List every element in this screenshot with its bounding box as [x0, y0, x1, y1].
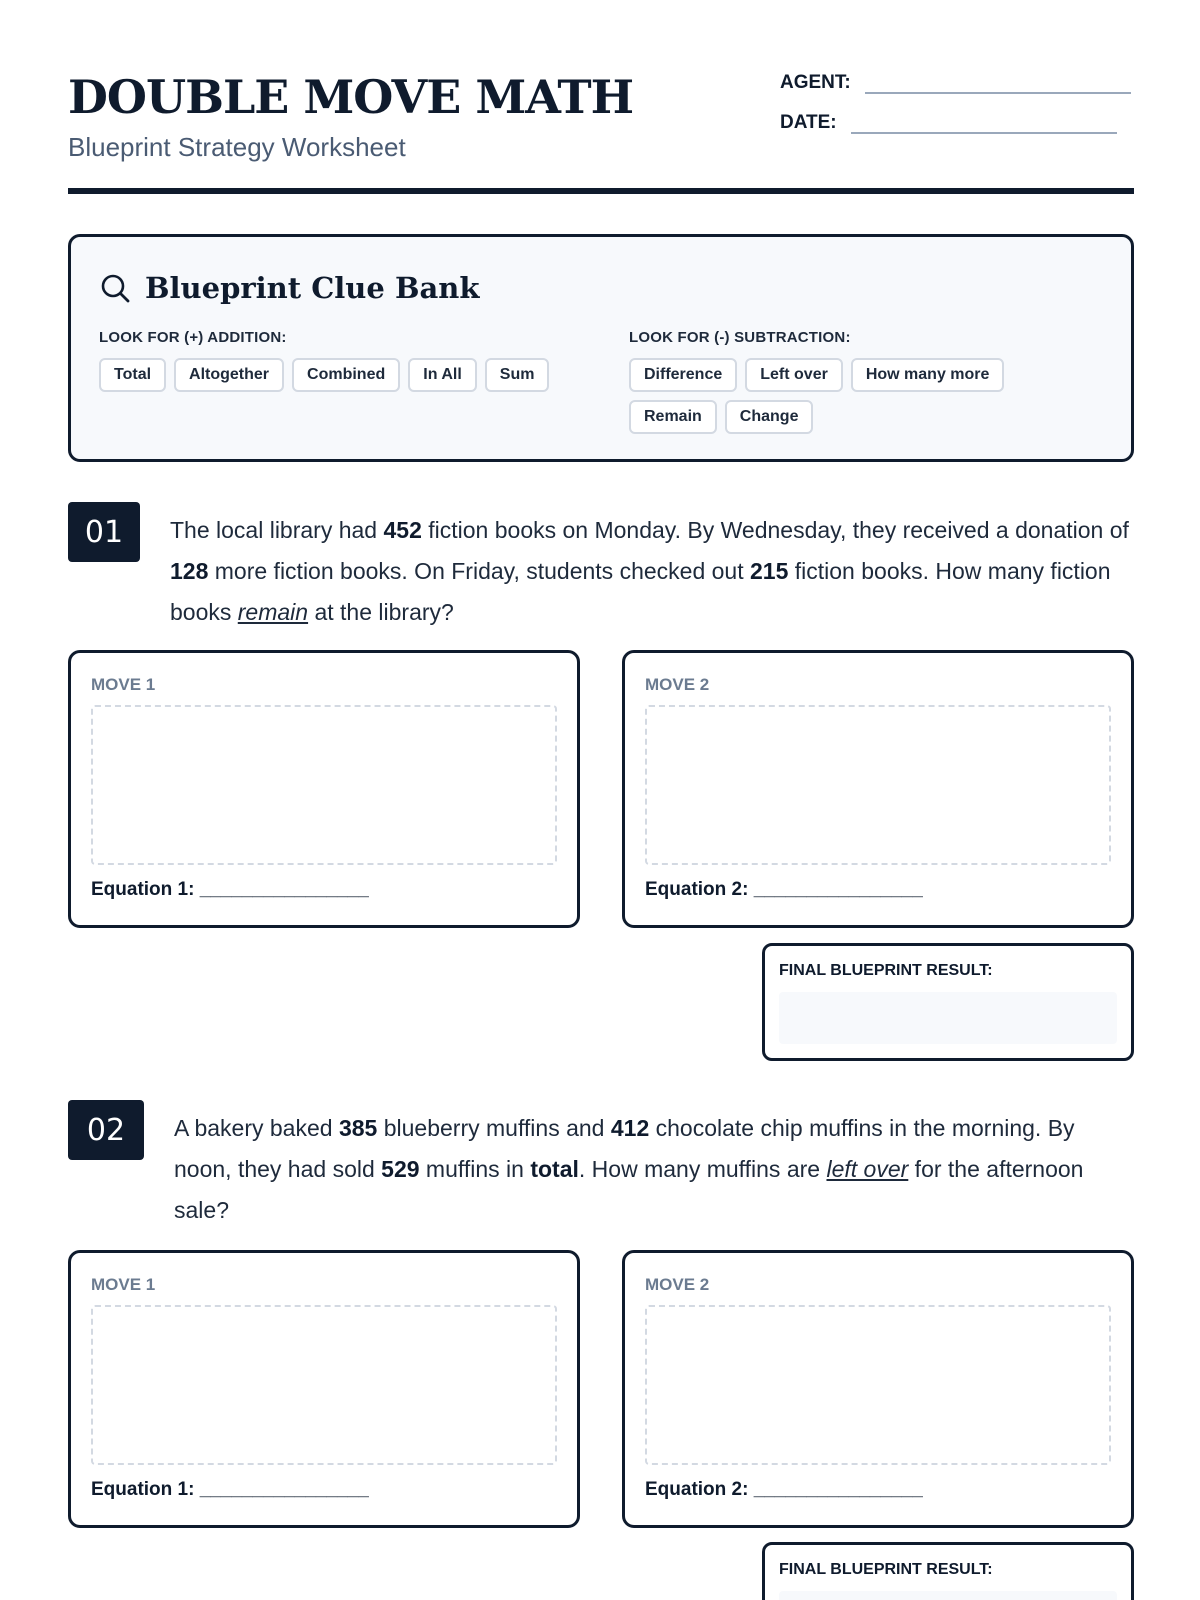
final-result-box	[762, 943, 1134, 1061]
addition-keyword-chip: Total	[99, 358, 166, 392]
subtraction-keyword-chip: Change	[725, 400, 814, 434]
subtraction-keyword-chip: How many more	[851, 358, 1005, 392]
move-label: MOVE 1	[91, 675, 156, 694]
subtraction-keyword-chip: Difference	[629, 358, 737, 392]
worksheet-header	[68, 66, 1134, 194]
text-segment: A bakery baked	[174, 1115, 339, 1141]
addition-keyword-chip: Sum	[485, 358, 550, 392]
work-area[interactable]	[645, 705, 1111, 865]
key-number: 128	[170, 558, 209, 584]
text-segment: blueberry muffins and	[377, 1115, 611, 1141]
text-segment: chocolate chip muffins in the morning. By noon, they had sold	[174, 1115, 1075, 1182]
move-1-box	[68, 650, 580, 928]
final-result-box	[762, 1542, 1134, 1600]
page-subtitle: Blueprint Strategy Worksheet	[68, 132, 406, 162]
move-label: MOVE 2	[645, 675, 710, 694]
equation-2-line[interactable]: Equation 2: ________________	[645, 879, 923, 900]
text-segment: fiction books on Monday. By Wednesday, they received a donation of	[421, 517, 1129, 543]
text-segment: for the afternoon sale?	[174, 1156, 1084, 1223]
subtraction-keyword-chip: Left over	[745, 358, 843, 392]
subtraction-chips	[629, 358, 1049, 434]
problem-text	[174, 1108, 1134, 1231]
addition-chips	[99, 358, 599, 392]
addition-keyword-chip: In All	[408, 358, 477, 392]
date-line[interactable]	[851, 112, 1117, 134]
key-number: total	[530, 1156, 579, 1182]
clue-bank	[68, 234, 1134, 462]
move-1-box	[68, 1250, 580, 1528]
key-number: 412	[610, 1115, 650, 1141]
text-segment: . How many muffins are	[578, 1156, 827, 1182]
move-label: MOVE 1	[91, 1275, 156, 1294]
date-label: DATE:	[780, 112, 837, 133]
subtraction-column	[629, 329, 1049, 434]
final-result-input[interactable]	[779, 1591, 1117, 1600]
subtraction-label: LOOK FOR (-) SUBTRACTION:	[629, 329, 851, 346]
key-number: 529	[381, 1156, 420, 1182]
addition-column	[99, 329, 599, 392]
addition-keyword-chip: Altogether	[174, 358, 284, 392]
move-2-box	[622, 650, 1134, 928]
key-number: 385	[338, 1115, 378, 1141]
clue-word: left over	[826, 1156, 909, 1182]
subtraction-keyword-chip: Remain	[629, 400, 717, 434]
date-field[interactable]	[780, 112, 1117, 134]
problem-number-badge: 02	[68, 1100, 144, 1160]
final-result-label: FINAL BLUEPRINT RESULT:	[779, 1561, 993, 1578]
text-segment: The local library had	[170, 517, 384, 543]
problem-number-badge: 01	[68, 502, 140, 562]
clue-bank-heading: Blueprint Clue Bank	[145, 271, 480, 305]
text-segment: muffins in	[419, 1156, 531, 1182]
agent-field[interactable]	[780, 72, 1131, 94]
work-area[interactable]	[91, 705, 557, 865]
move-2-box	[622, 1250, 1134, 1528]
agent-line[interactable]	[865, 72, 1131, 94]
problem-text	[170, 510, 1134, 633]
text-segment: fiction books. How many fiction books	[170, 558, 1111, 625]
work-area[interactable]	[645, 1305, 1111, 1465]
addition-label: LOOK FOR (+) ADDITION:	[99, 329, 287, 346]
equation-1-line[interactable]: Equation 1: ________________	[91, 1479, 369, 1500]
addition-keyword-chip: Combined	[292, 358, 400, 392]
key-number: 452	[383, 517, 422, 543]
text-segment: at the library?	[308, 599, 454, 625]
search-icon	[99, 272, 131, 304]
key-number: 215	[750, 558, 789, 584]
text-segment: more fiction books. On Friday, students checked out	[208, 558, 750, 584]
move-label: MOVE 2	[645, 1275, 710, 1294]
work-area[interactable]	[91, 1305, 557, 1465]
equation-1-line[interactable]: Equation 1: ________________	[91, 879, 369, 900]
equation-2-line[interactable]: Equation 2: ________________	[645, 1479, 923, 1500]
final-result-input[interactable]	[779, 992, 1117, 1044]
clue-word: remain	[237, 599, 309, 625]
clue-bank-title	[99, 271, 479, 305]
final-result-label: FINAL BLUEPRINT RESULT:	[779, 962, 993, 979]
agent-label: AGENT:	[780, 72, 851, 93]
page-title: DOUBLE MOVE MATH	[68, 70, 634, 124]
